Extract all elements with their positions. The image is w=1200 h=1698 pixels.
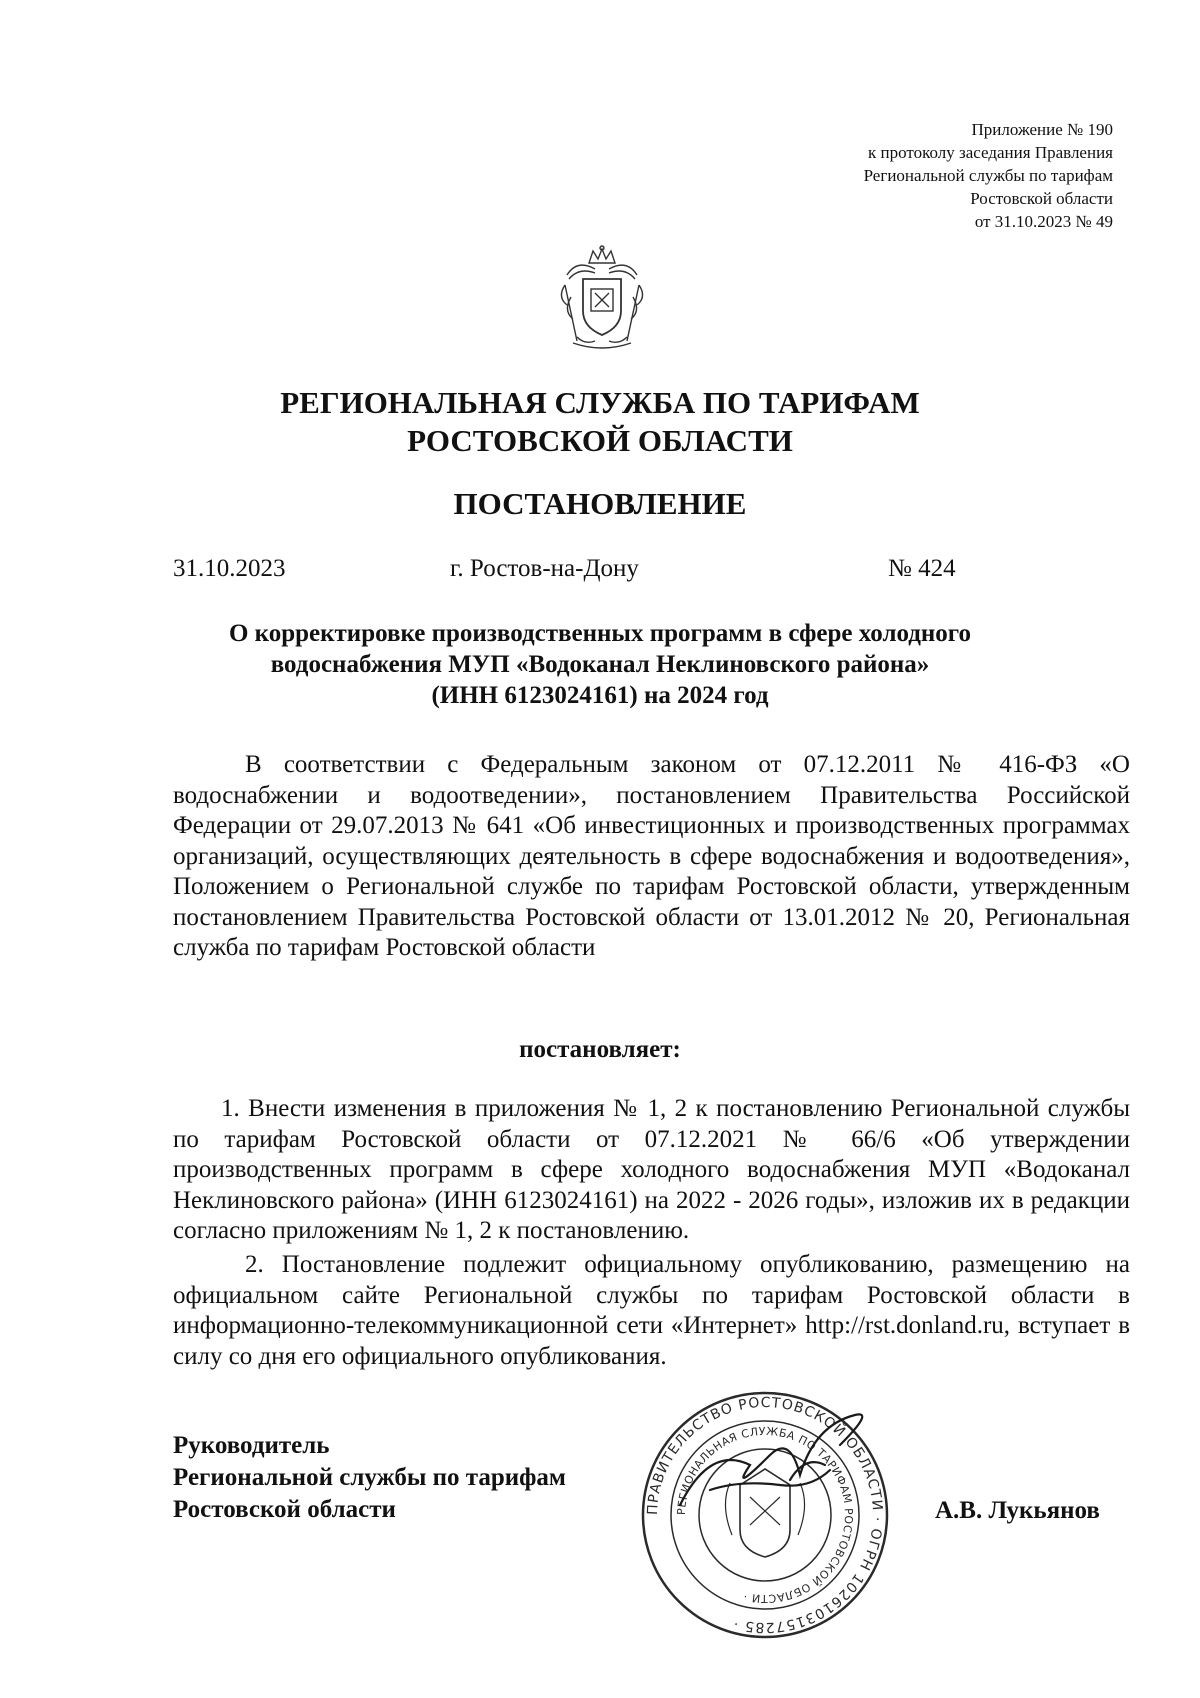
- stamp-outer-text: ПРАВИТЕЛЬСТВО РОСТОВСКОЙ ОБЛАСТИ · ОГРН 1026103157285 ·: [644, 1394, 886, 1636]
- annex-line: Приложение № 190: [971, 120, 1113, 139]
- resolution-item-2: 2. Постановление подлежит официальному опубликованию, размещению на официальном сайте Региональной службы по тарифам Ростовской области в информационно-телекоммуникационной сети «Интернет» http://rst.donland.ru, вступает в силу со дня его официального опубликования.: [173, 1251, 1130, 1370]
- organization-name-line1: РЕГИОНАЛЬНАЯ СЛУЖБА ПО ТАРИФАМ: [280, 385, 920, 420]
- stamp-inner-text: РЕГИОНАЛЬНАЯ СЛУЖБА ПО ТАРИФАМ РОСТОВСКОЙ ОБЛАСТИ ·: [674, 1424, 856, 1606]
- subject-line: (ИНН 6123024161) на 2024 год: [431, 682, 769, 709]
- resolves-heading: постановляет:: [519, 1036, 681, 1063]
- subject-line: О корректировке производственных программ в сфере холодного: [228, 620, 972, 647]
- document-subject: [150, 618, 1050, 711]
- official-seal-icon: [640, 1385, 890, 1645]
- signer-name: А.В. Лукьянов: [935, 1497, 1100, 1524]
- document-type: ПОСТАНОВЛЕНИЕ: [453, 486, 747, 521]
- organization-name-line2: РОСТОВСКОЙ ОБЛАСТИ: [407, 423, 793, 458]
- document-city: г. Ростов-на-Дону: [450, 555, 639, 582]
- organization-name: [0, 384, 1200, 460]
- coat-of-arms-icon: [555, 245, 649, 353]
- signer-position-line: Руководитель: [173, 1432, 330, 1459]
- annex-line: Региональной службы по тарифам: [863, 166, 1113, 185]
- signer-position: [173, 1430, 566, 1526]
- resolution-item-1: 1. Внести изменения в приложения № 1, 2 к постановлению Региональной службы по тарифам Ростовской области от 07.12.2021 № 66/6 «Об утверждении производственных программ в сфере холодного водоснабжения МУП «Водоканал Неклиновского района» (ИНН 6123024161) на 2022 - 2026 годы», изложив их в редакции согласно приложениям № 1, 2 к постановлению.: [173, 1095, 1130, 1244]
- subject-line: водоснабжения МУП «Водоканал Неклиновского района»: [270, 651, 930, 678]
- signer-position-line: Региональной службы по тарифам: [173, 1464, 566, 1491]
- preamble-paragraph: В соответствии с Федеральным законом от 07.12.2011 № 416-ФЗ «О водоснабжении и водоотведении», постановлением Правительства Российской Федерации от 29.07.2013 № 641 «Об инвестиционных и производственных программах организаций, осуществляющих деятельность в сфере водоснабжения и водоотведения», Положением о Региональной службе по тарифам Ростовской области, утвержденным постановлением Правительства Ростовской области от 13.01.2012 № 20, Региональная служба по тарифам Ростовской области: [173, 751, 1130, 961]
- svg-text:РЕГИОНАЛЬНАЯ СЛУЖБА ПО ТАРИФАМ: [675, 1425, 855, 1605]
- annex-line: Ростовской области: [970, 189, 1113, 208]
- annex-line: от 31.10.2023 № 49: [974, 212, 1113, 231]
- annex-line: к протоколу заседания Правления: [868, 143, 1113, 162]
- signer-position-line: Ростовской области: [173, 1496, 396, 1523]
- annex-reference: [864, 118, 1113, 233]
- document-date: 31.10.2023: [173, 555, 286, 582]
- document-number: № 424: [888, 555, 956, 582]
